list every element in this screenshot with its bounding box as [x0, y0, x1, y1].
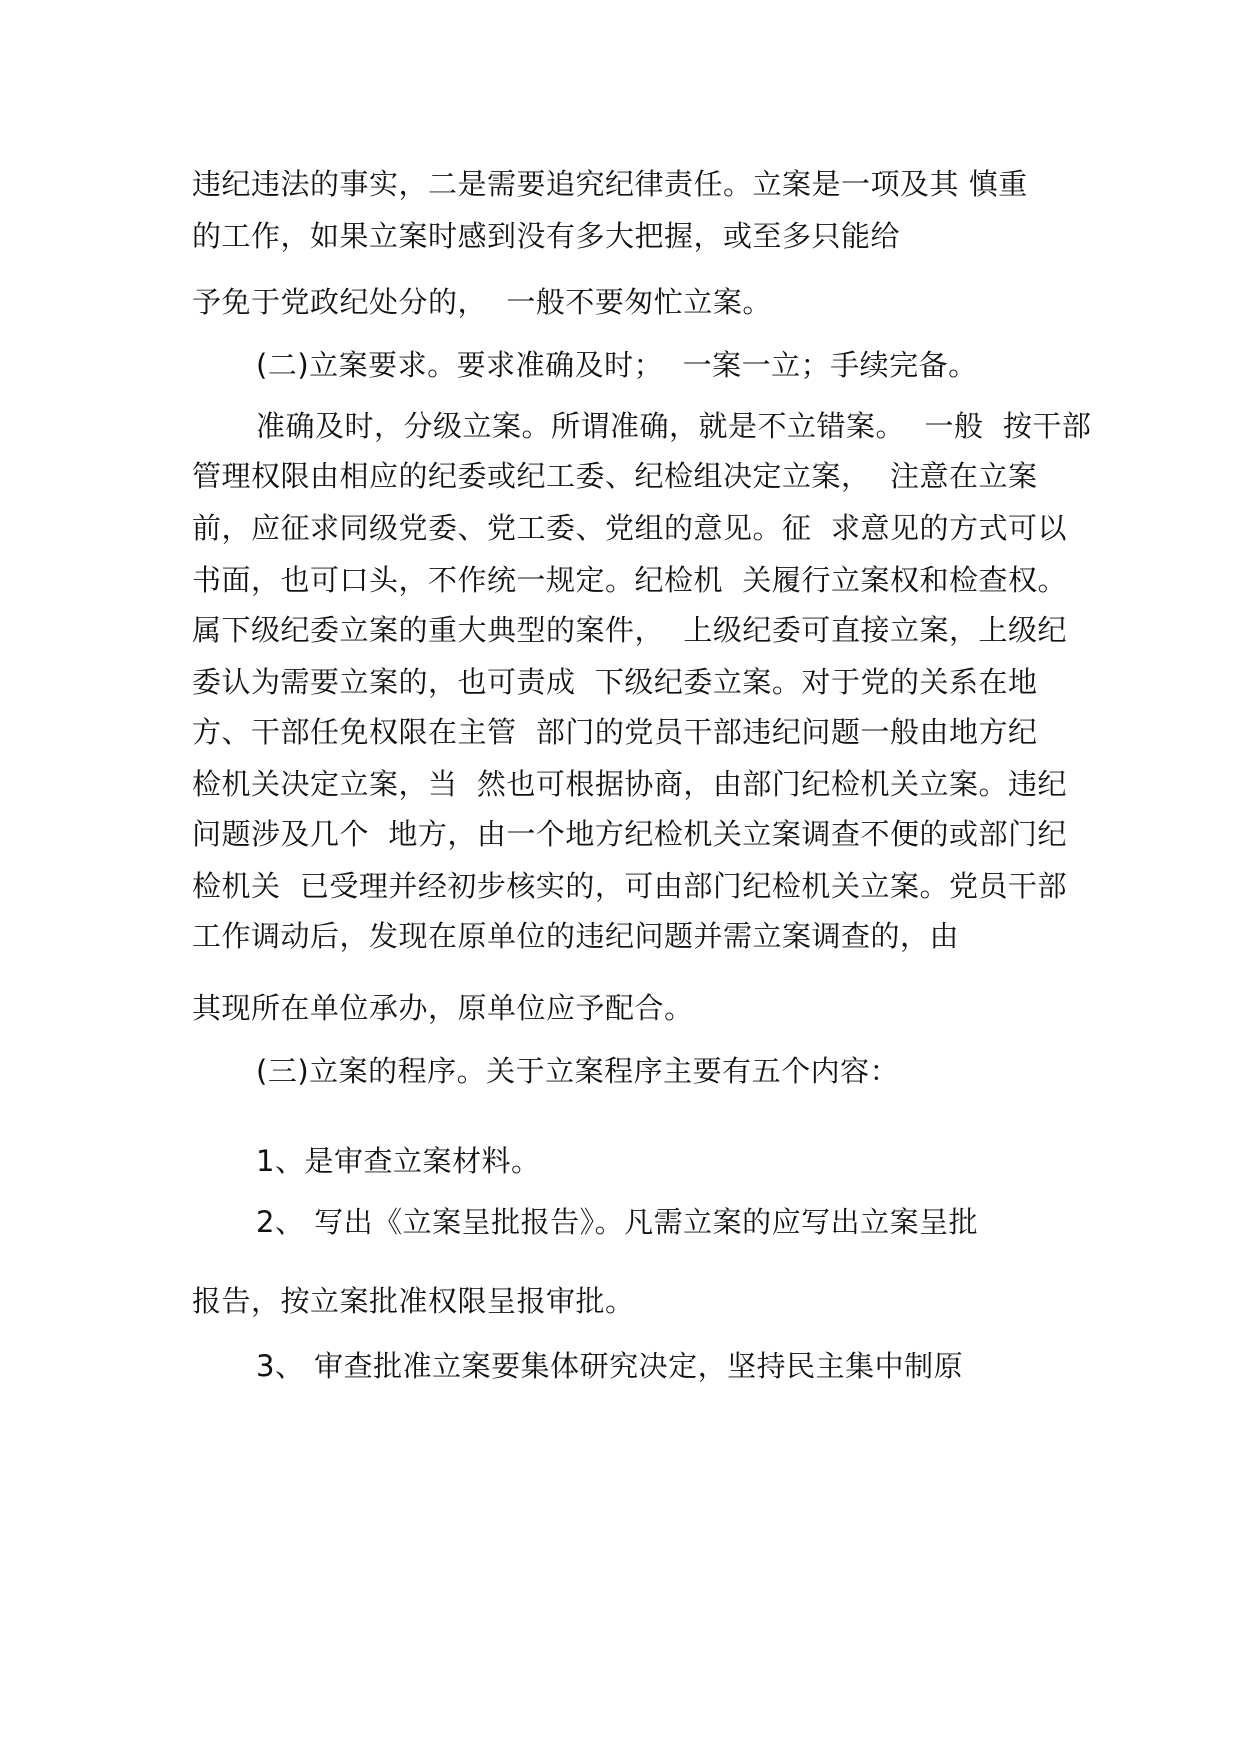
text-line: 方、干部任免权限在主管 部门的党员干部违纪问题一般由地方纪 — [192, 715, 1038, 749]
text-line: 准确及时，分级立案。所谓准确，就是不立错案。 一般 按干部 — [256, 409, 1092, 443]
text-line: 委认为需要立案的，也可责成 下级纪委立案。对于党的关系在地 — [192, 665, 1038, 699]
section-heading: (三)立案的程序。关于立案程序主要有五个内容： — [256, 1054, 900, 1088]
text-line: 检机关决定立案，当 然也可根据协商，由部门纪检机关立案。违纪 — [192, 767, 1067, 801]
text-line: 予免于党政纪处分的， 一般不要匆忙立案。 — [192, 285, 772, 319]
text-line: 问题涉及几个 地方，由一个地方纪检机关立案调查不便的或部门纪 — [192, 817, 1067, 851]
text-line: 检机关 已受理并经初步核实的，可由部门纪检机关立案。党员干部 — [192, 869, 1067, 903]
text-line: 违纪违法的事实，二是需要追究纪律责任。立案是一项及其 慎重 — [192, 167, 1028, 201]
text-line: 书面，也可口头，不作统一规定。纪检机 关履行立案权和检查权。 — [192, 563, 1067, 597]
text-line: 其现所在单位承办，原单位应予配合。 — [192, 991, 694, 1025]
text-line: 管理权限由相应的纪委或纪工委、纪检组决定立案， 注意在立案 — [192, 459, 1038, 493]
text-line: 的工作，如果立案时感到没有多大把握，或至多只能给 — [192, 219, 901, 253]
list-item: 1、是审查立案材料。 — [256, 1144, 541, 1178]
section-heading: (二)立案要求。要求准确及时； 一案一立；手续完备。 — [256, 348, 978, 382]
text-line: 属下级纪委立案的重大典型的案件， 上级纪委可直接立案，上级纪 — [192, 613, 1067, 647]
list-item: 3、 审查批准立案要集体研究决定，坚持民主集中制原 — [256, 1349, 964, 1383]
text-line: 报告，按立案批准权限呈报审批。 — [192, 1284, 635, 1318]
text-line: 前，应征求同级党委、党工委、党组的意见。征 求意见的方式可以 — [192, 511, 1067, 545]
text-line: 工作调动后，发现在原单位的违纪问题并需立案调查的，由 — [192, 919, 960, 953]
list-item: 2、 写出《立案呈批报告》。凡需立案的应写出立案呈批 — [256, 1205, 979, 1239]
